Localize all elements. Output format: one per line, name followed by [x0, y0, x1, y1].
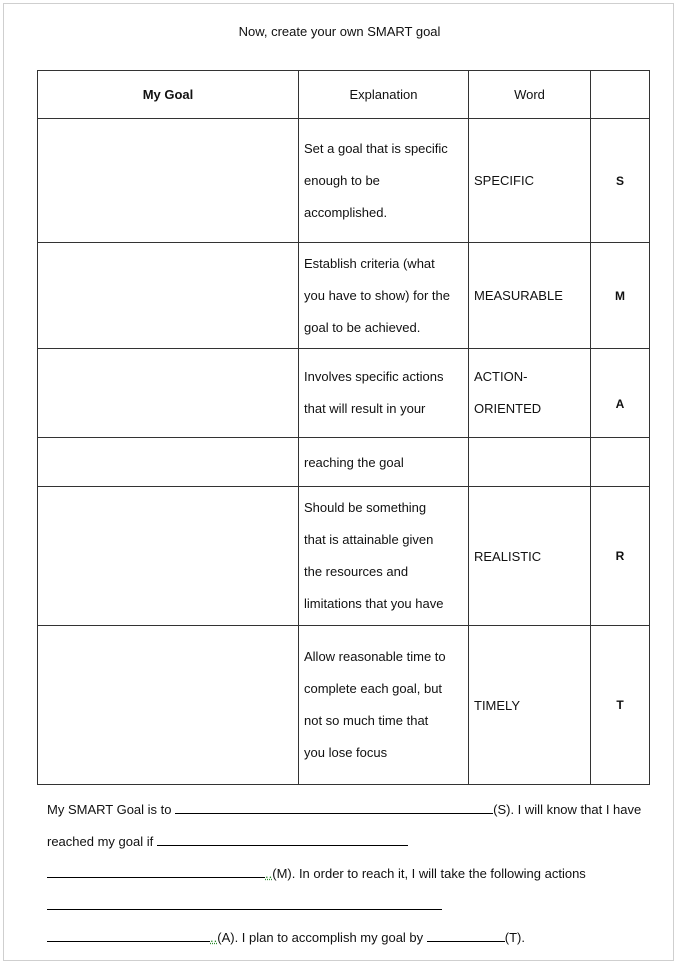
- table-row: [38, 243, 650, 349]
- explanation-cell: Establish criteria (what you have to show) for the goal to be achieved.: [299, 243, 469, 349]
- goal-cell[interactable]: [38, 626, 299, 785]
- letter-cell: M: [591, 243, 650, 349]
- header-explanation: Explanation: [299, 71, 469, 119]
- statement-line-1: My SMART Goal is to (S). I will know that I have: [47, 802, 642, 817]
- explanation-cell: Involves specific actions that will result in your: [299, 349, 469, 438]
- explanation-cell: Should be something that is attainable given the resources and limitations that you have: [299, 487, 469, 626]
- table-row: [38, 349, 650, 438]
- statement-line-4: [47, 897, 442, 913]
- header-my-goal: My Goal: [38, 71, 299, 119]
- letter-cell: [591, 438, 650, 487]
- word-cell: MEASURABLE: [469, 243, 591, 349]
- table-row: [38, 487, 650, 626]
- goal-cell[interactable]: [38, 349, 299, 438]
- header-word: Word: [469, 71, 591, 119]
- letter-cell: T: [591, 626, 650, 785]
- smart-table: [37, 70, 650, 785]
- statement-line-2: reached my goal if: [47, 833, 408, 849]
- explanation-cell: Set a goal that is specific enough to be accomplished.: [299, 119, 469, 243]
- letter-cell: R: [591, 487, 650, 626]
- letter-cell: A: [591, 349, 650, 438]
- table-row: [38, 626, 650, 785]
- table-header-row: [38, 71, 650, 119]
- actions-blank-cont[interactable]: [47, 929, 210, 942]
- word-cell: SPECIFIC: [469, 119, 591, 243]
- statement-line-3: ..(M). In order to reach it, I will take the following actions: [47, 865, 586, 881]
- word-cell: TIMELY: [469, 626, 591, 785]
- word-cell: ACTION- ORIENTED: [469, 349, 591, 438]
- goal-cell[interactable]: [38, 243, 299, 349]
- word-cell: [469, 438, 591, 487]
- goal-cell[interactable]: [38, 438, 299, 487]
- measure-blank-cont[interactable]: [47, 865, 265, 878]
- word-cell: REALISTIC: [469, 487, 591, 626]
- header-letter: [591, 71, 650, 119]
- goal-cell[interactable]: [38, 119, 299, 243]
- measure-blank[interactable]: [157, 833, 408, 846]
- explanation-cell: Allow reasonable time to complete each goal, but not so much time that you lose focus: [299, 626, 469, 785]
- goal-cell[interactable]: [38, 487, 299, 626]
- page-title: Now, create your own SMART goal: [238, 24, 441, 39]
- statement-line-5: ..(A). I plan to accomplish my goal by (T).: [47, 929, 525, 945]
- date-blank[interactable]: [427, 929, 505, 942]
- actions-blank[interactable]: [47, 897, 442, 910]
- table-row: [38, 438, 650, 487]
- explanation-cell: reaching the goal: [299, 438, 469, 487]
- letter-cell: S: [591, 119, 650, 243]
- table-row: [38, 119, 650, 243]
- goal-blank[interactable]: [175, 801, 493, 814]
